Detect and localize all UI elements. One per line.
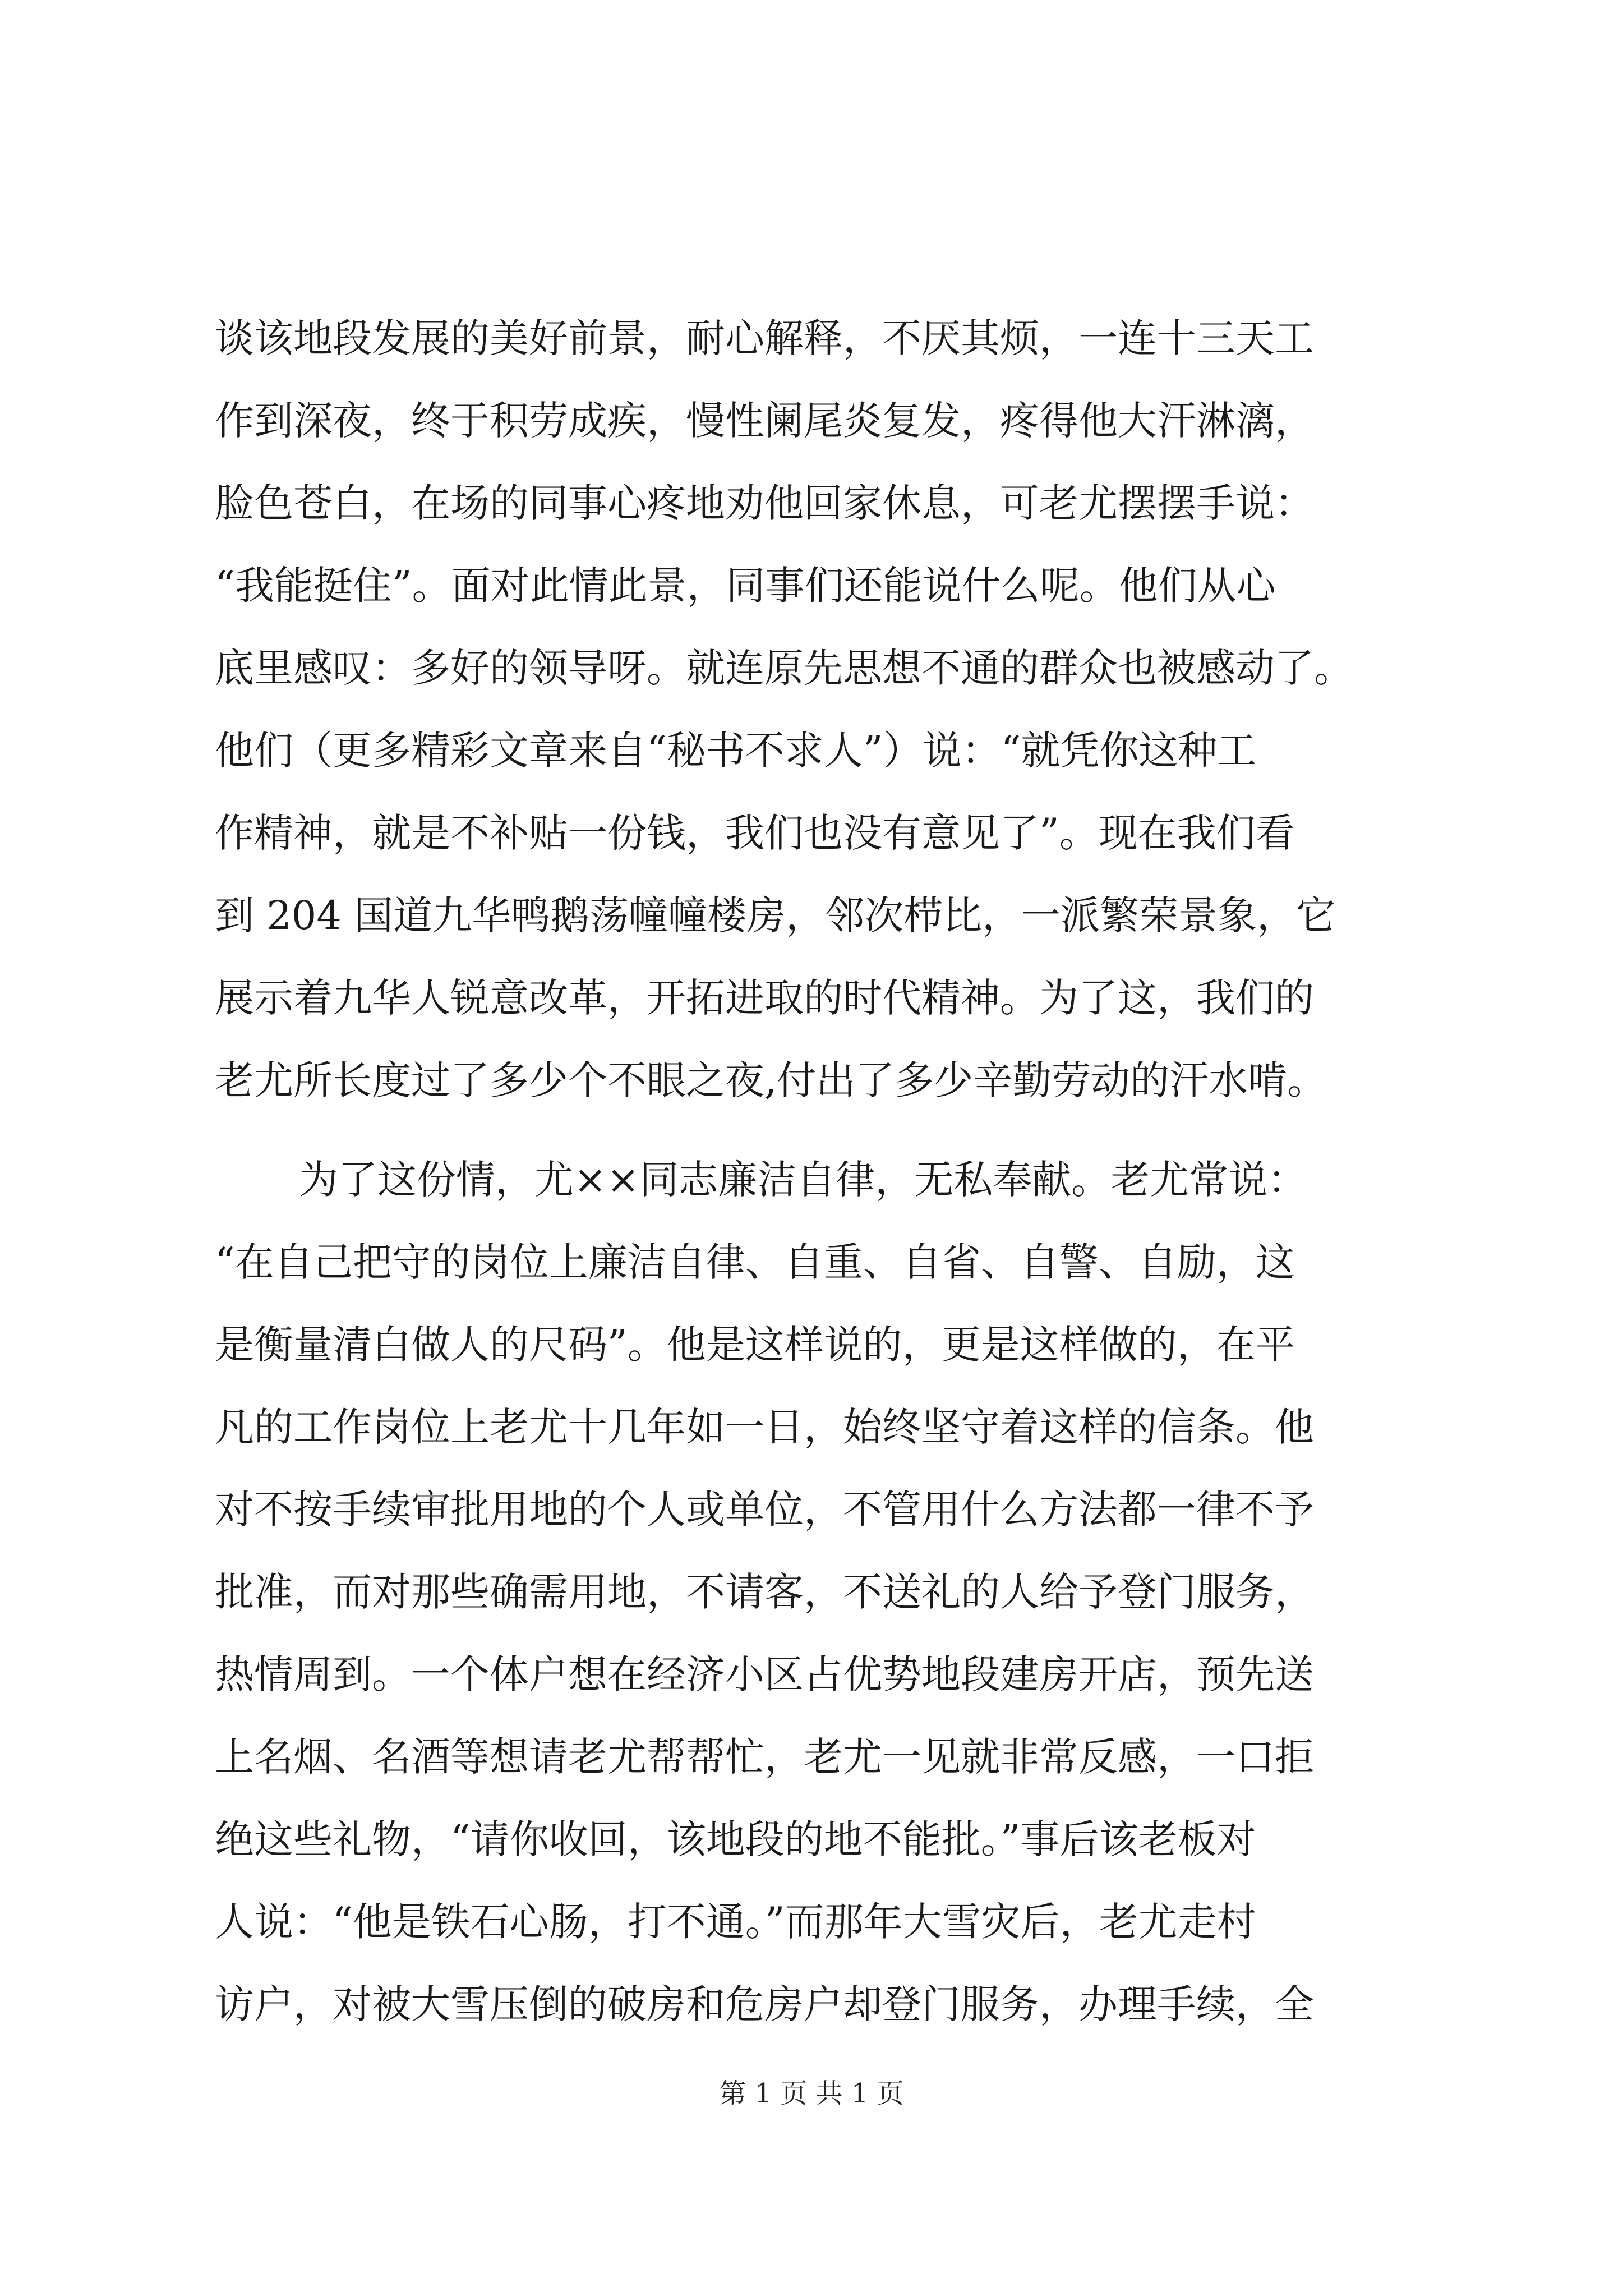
text-line: 作到深夜，终于积劳成疾，慢性阑尾炎复发，疼得他大汗淋漓， [215,398,1314,444]
text-line: 热情周到。一个体户想在经济小区占优势地段建房开店，预先送 [215,1651,1314,1697]
paragraph-first-line: 为了这份情，尤××同志廉洁自律，无私奉献。老尤常说： [299,1157,1307,1203]
text-line: 到 204 国道九华鸭鹅荡幢幢楼房，邻次栉比，一派繁荣景象，它 [215,892,1336,938]
text-line: 谈该地段发展的美好前景，耐心解释，不厌其烦，一连十三天工 [215,315,1314,361]
text-line: “我能挺住”。面对此情此景，同事们还能说什么呢。他们从心 [215,563,1276,609]
text-line: 人说：“他是铁石心肠，打不通。”而那年大雪灾后，老尤走村 [215,1899,1256,1945]
text-line: 凡的工作岗位上老尤十几年如一日，始终坚守着这样的信条。他 [215,1404,1314,1450]
text-line: 对不按手续审批用地的个人或单位，不管用什么方法都一律不予 [215,1487,1314,1533]
text-line: 老尤所长度过了多少个不眼之夜,付出了多少辛勤劳动的汗水啃。 [215,1057,1327,1103]
text-line: 批准，而对那些确需用地，不请客，不送礼的人给予登门服务， [215,1569,1314,1615]
document-body [215,297,1409,2046]
text-line: 访户，对被大雪压倒的破房和危房户却登门服务，办理手续，全 [215,1981,1314,2027]
text-line: 展示着九华人锐意改革，开拓进取的时代精神。为了这，我们的 [215,975,1314,1021]
text-line: 作精神，就是不补贴一份钱，我们也没有意见了”。现在我们看 [215,810,1295,856]
text-line: 上名烟、名酒等想请老尤帮帮忙，老尤一见就非常反感，一口拒 [215,1734,1314,1780]
text-line: 脸色苍白，在场的同事心疼地劝他回家休息，可老尤摆摆手说： [215,480,1314,526]
text-line: “在自己把守的岗位上廉洁自律、自重、自省、自警、自励，这 [215,1239,1295,1285]
text-line: 是衡量清白做人的尺码”。他是这样说的，更是这样做的，在平 [215,1322,1295,1368]
page-footer [0,2077,1623,2110]
page-number-label: 第 1 页 共 1 页 [719,2078,904,2109]
text-line: 底里感叹：多好的领导呀。就连原先思想不通的群众也被感动了。 [215,645,1353,691]
text-line: 他们（更多精彩文章来自“秘书不求人”）说：“就凭你这种工 [215,728,1257,774]
text-line: 绝这些礼物，“请你收回，该地段的地不能批。”事后该老板对 [215,1816,1256,1862]
